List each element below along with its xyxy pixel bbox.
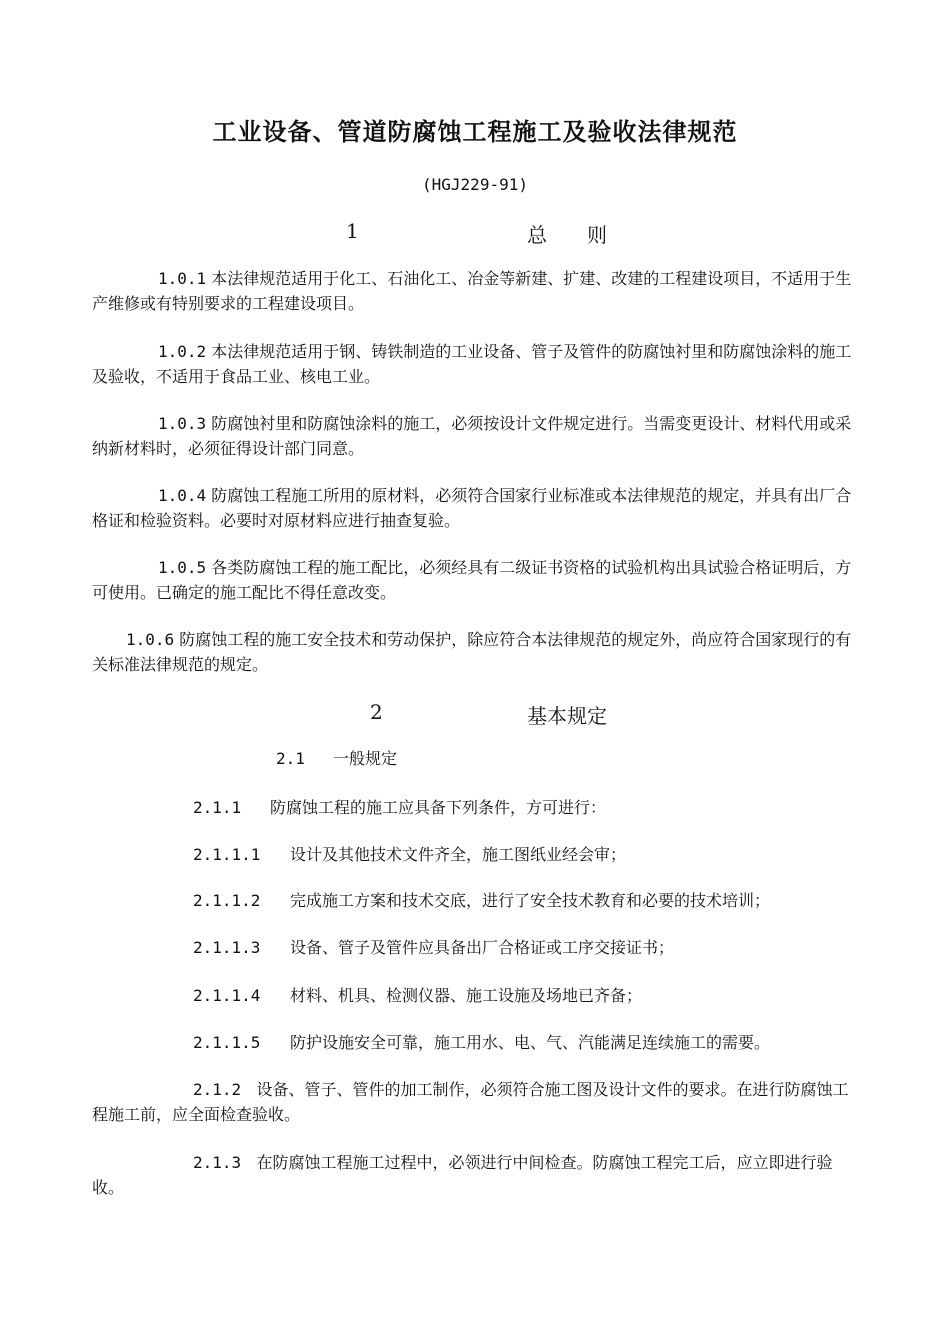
clause-text: 在防腐蚀工程施工过程中，必领进行中间检查。防腐蚀工程完工后，应立即进行验收。 xyxy=(92,1153,833,1197)
section-2-1-number: 2.1 xyxy=(276,749,305,768)
paragraph-1-0-2 xyxy=(92,339,862,389)
subitem-text: 防护设施安全可靠，施工用水、电、气、汽能满足连续施工的需要。 xyxy=(290,1033,771,1052)
paragraph-1-0-3 xyxy=(92,411,862,461)
clause-number: 1.0.6 xyxy=(126,630,175,649)
clause-number: 1.0.5 xyxy=(158,558,207,577)
chapter-2-number: 2 xyxy=(370,700,383,724)
clause-number: 1.0.4 xyxy=(158,486,207,505)
subitem-text: 材料、机具、检测仪器、施工设施及场地已齐备； xyxy=(290,986,643,1005)
clause-number: 1.0.1 xyxy=(158,269,207,288)
chapter-1-title: 总 则 xyxy=(527,223,607,247)
clause-number: 2.1.3 xyxy=(193,1153,242,1172)
item-2-1-1-number: 2.1.1 xyxy=(193,798,242,817)
clause-text: 防腐蚀工程施工所用的原材料，必须符合国家行业标准或本法律规范的规定，并具有出厂合格证和检验资料。必要时对原材料应进行抽查复验。 xyxy=(92,486,852,530)
subitem-number: 2.1.1.4 xyxy=(193,986,261,1005)
subitem-number: 2.1.1.1 xyxy=(193,845,261,864)
item-2-1-3 xyxy=(92,1150,862,1200)
paragraph-1-0-5 xyxy=(92,555,862,605)
chapter-1-number: 1 xyxy=(346,219,359,243)
clause-text: 设备、管子、管件的加工制作，必须符合施工图及设计文件的要求。在进行防腐蚀工程施工前，应全面检查验收。 xyxy=(92,1080,849,1124)
clause-text: 本法律规范适用于钢、铸铁制造的工业设备、管子及管件的防腐蚀衬里和防腐蚀涂料的施工及验收，不适用于食品工业、核电工业。 xyxy=(92,342,852,386)
clause-number: 2.1.2 xyxy=(193,1080,242,1099)
subitem-number: 2.1.1.3 xyxy=(193,938,261,957)
document-title: 工业设备、管道防腐蚀工程施工及验收法律规范 xyxy=(212,118,738,146)
subitem-text: 设备、管子及管件应具备出厂合格证或工序交接证书； xyxy=(290,938,675,957)
item-2-1-1-text: 防腐蚀工程的施工应具备下列条件，方可进行： xyxy=(270,798,607,817)
clause-number: 1.0.2 xyxy=(158,342,207,361)
subitem-text: 设计及其他技术文件齐全，施工图纸业经会审； xyxy=(290,845,627,864)
clause-text: 本法律规范适用于化工、石油化工、冶金等新建、扩建、改建的工程建设项目，不适用于生产维修或有特别要求的工程建设项目。 xyxy=(92,269,852,313)
section-2-1-title: 一般规定 xyxy=(333,749,398,768)
paragraph-1-0-1 xyxy=(92,266,862,316)
subitem-number: 2.1.1.2 xyxy=(193,891,261,910)
clause-number: 1.0.3 xyxy=(158,414,207,433)
paragraph-1-0-6 xyxy=(92,627,862,677)
subitem-number: 2.1.1.5 xyxy=(193,1033,261,1052)
document-code: (HGJ229-91) xyxy=(422,175,528,194)
subitem-text: 完成施工方案和技术交底，进行了安全技术教育和必要的技术培训； xyxy=(290,891,771,910)
clause-text: 防腐蚀工程的施工安全技术和劳动保护，除应符合本法律规范的规定外，尚应符合国家现行的有关标准法律规范的规定。 xyxy=(92,630,852,674)
clause-text: 防腐蚀衬里和防腐蚀涂料的施工，必须按设计文件规定进行。当需变更设计、材料代用或采纳新材料时，必须征得设计部门同意。 xyxy=(92,414,852,458)
chapter-2-title: 基本规定 xyxy=(527,704,607,728)
paragraph-1-0-4 xyxy=(92,483,862,533)
item-2-1-2 xyxy=(92,1077,862,1127)
clause-text: 各类防腐蚀工程的施工配比，必须经具有二级证书资格的试验机构出具试验合格证明后，方可使用。已确定的施工配比不得任意改变。 xyxy=(92,558,852,602)
